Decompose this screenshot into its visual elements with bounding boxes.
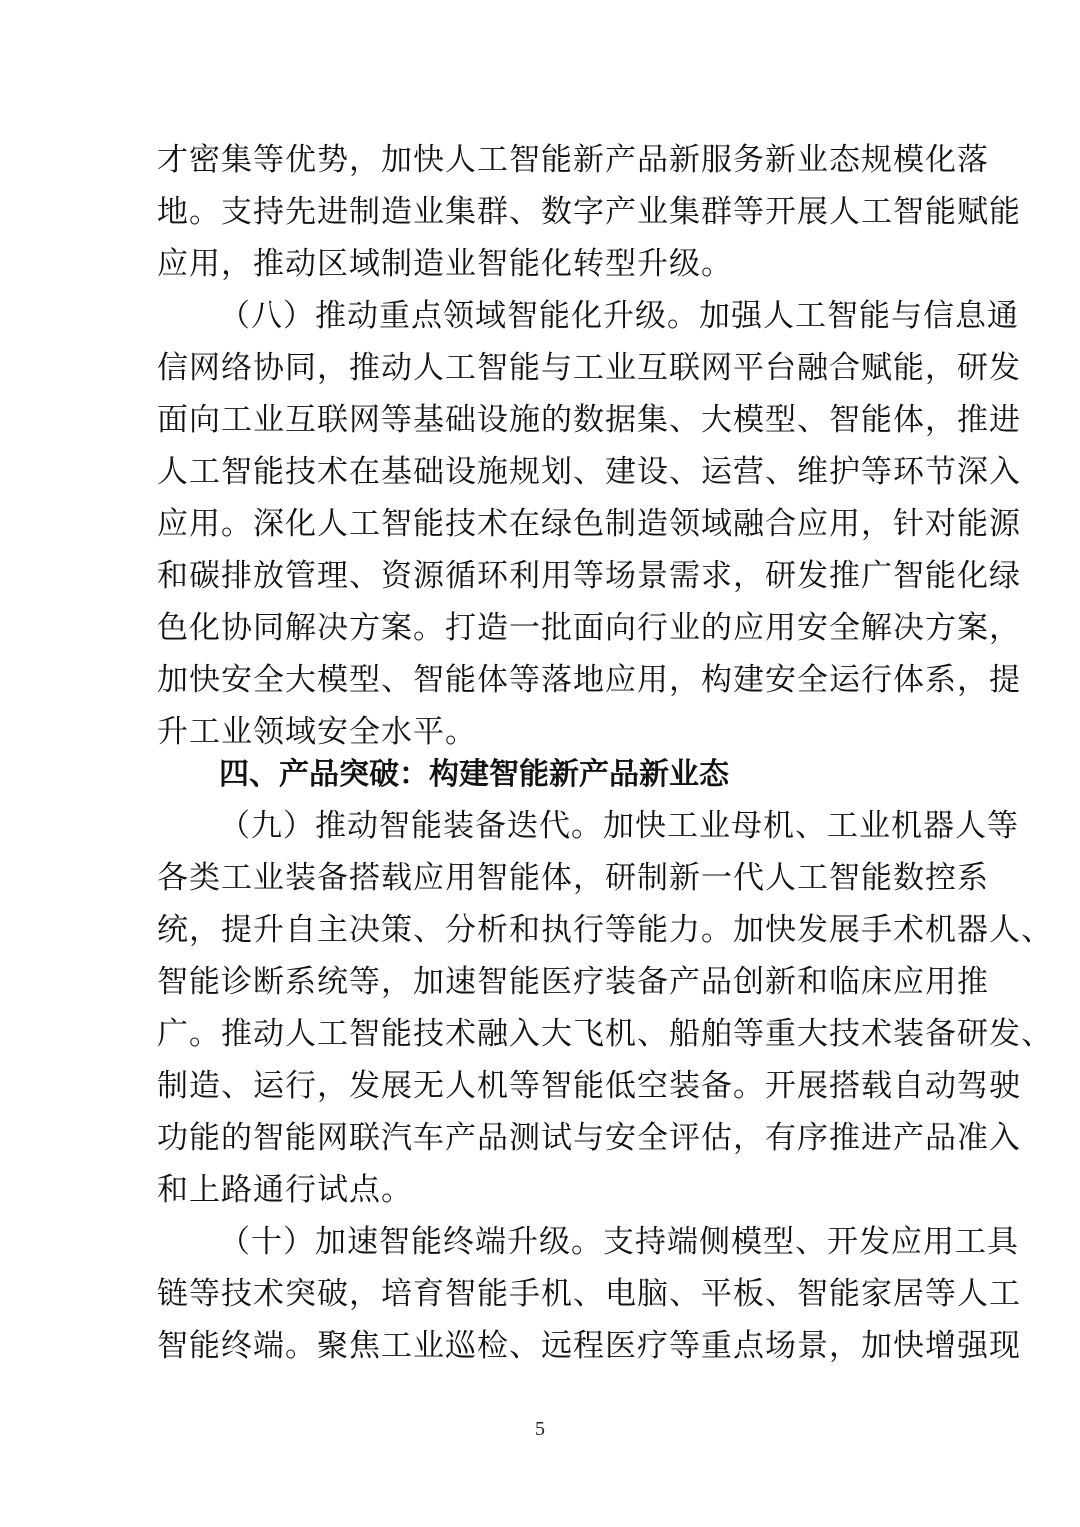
text-line: 和上路通行试点。 (157, 1172, 413, 1208)
text-line: 链等技术突破，培育智能手机、电脑、平板、智能家居等人工 (157, 1276, 1021, 1312)
text-line: 地。支持先进制造业集群、数字产业集群等开展人工智能赋能 (157, 194, 1021, 230)
text-line: 智能诊断系统等，加速智能医疗装备产品创新和临床应用推 (157, 964, 989, 1000)
paragraph-heading-line: （十）加速智能终端升级。支持端侧模型、开发应用工具 (219, 1224, 1019, 1260)
section-heading: 四、产品突破：构建智能新产品新业态 (219, 757, 729, 792)
text-line: 升工业领域安全水平。 (157, 714, 477, 750)
text-line: 智能终端。聚焦工业巡检、远程医疗等重点场景，加快增强现 (157, 1328, 1021, 1364)
text-line: 广。推动人工智能技术融入大飞机、船舶等重大技术装备研发、 (157, 1016, 1053, 1052)
text-line: 面向工业互联网等基础设施的数据集、大模型、智能体，推进 (157, 402, 1021, 438)
text-line: 加快安全大模型、智能体等落地应用，构建安全运行体系，提 (157, 662, 1021, 698)
paragraph-heading-line: （九）推动智能装备迭代。加快工业母机、工业机器人等 (219, 808, 1019, 844)
paragraph-heading-line: （八）推动重点领域智能化升级。加强人工智能与信息通 (219, 298, 1019, 334)
page-number: 5 (535, 1418, 545, 1440)
text-line: 才密集等优势，加快人工智能新产品新服务新业态规模化落 (157, 142, 989, 178)
text-line: 信网络协同，推动人工智能与工业互联网平台融合赋能，研发 (157, 350, 1021, 386)
text-line: 各类工业装备搭载应用智能体，研制新一代人工智能数控系 (157, 860, 989, 896)
text-line: 功能的智能网联汽车产品测试与安全评估，有序推进产品准入 (157, 1120, 1021, 1156)
text-line: 色化协同解决方案。打造一批面向行业的应用安全解决方案， (157, 610, 1021, 646)
text-line: 应用，推动区域制造业智能化转型升级。 (157, 246, 733, 282)
text-line: 人工智能技术在基础设施规划、建设、运营、维护等环节深入 (157, 454, 1021, 490)
text-line: 和碳排放管理、资源循环利用等场景需求，研发推广智能化绿 (157, 558, 1021, 594)
text-line: 制造、运行，发展无人机等智能低空装备。开展搭载自动驾驶 (157, 1068, 1021, 1104)
text-line: 应用。深化人工智能技术在绿色制造领域融合应用，针对能源 (157, 506, 1021, 542)
text-line: 统，提升自主决策、分析和执行等能力。加快发展手术机器人、 (157, 912, 1053, 948)
